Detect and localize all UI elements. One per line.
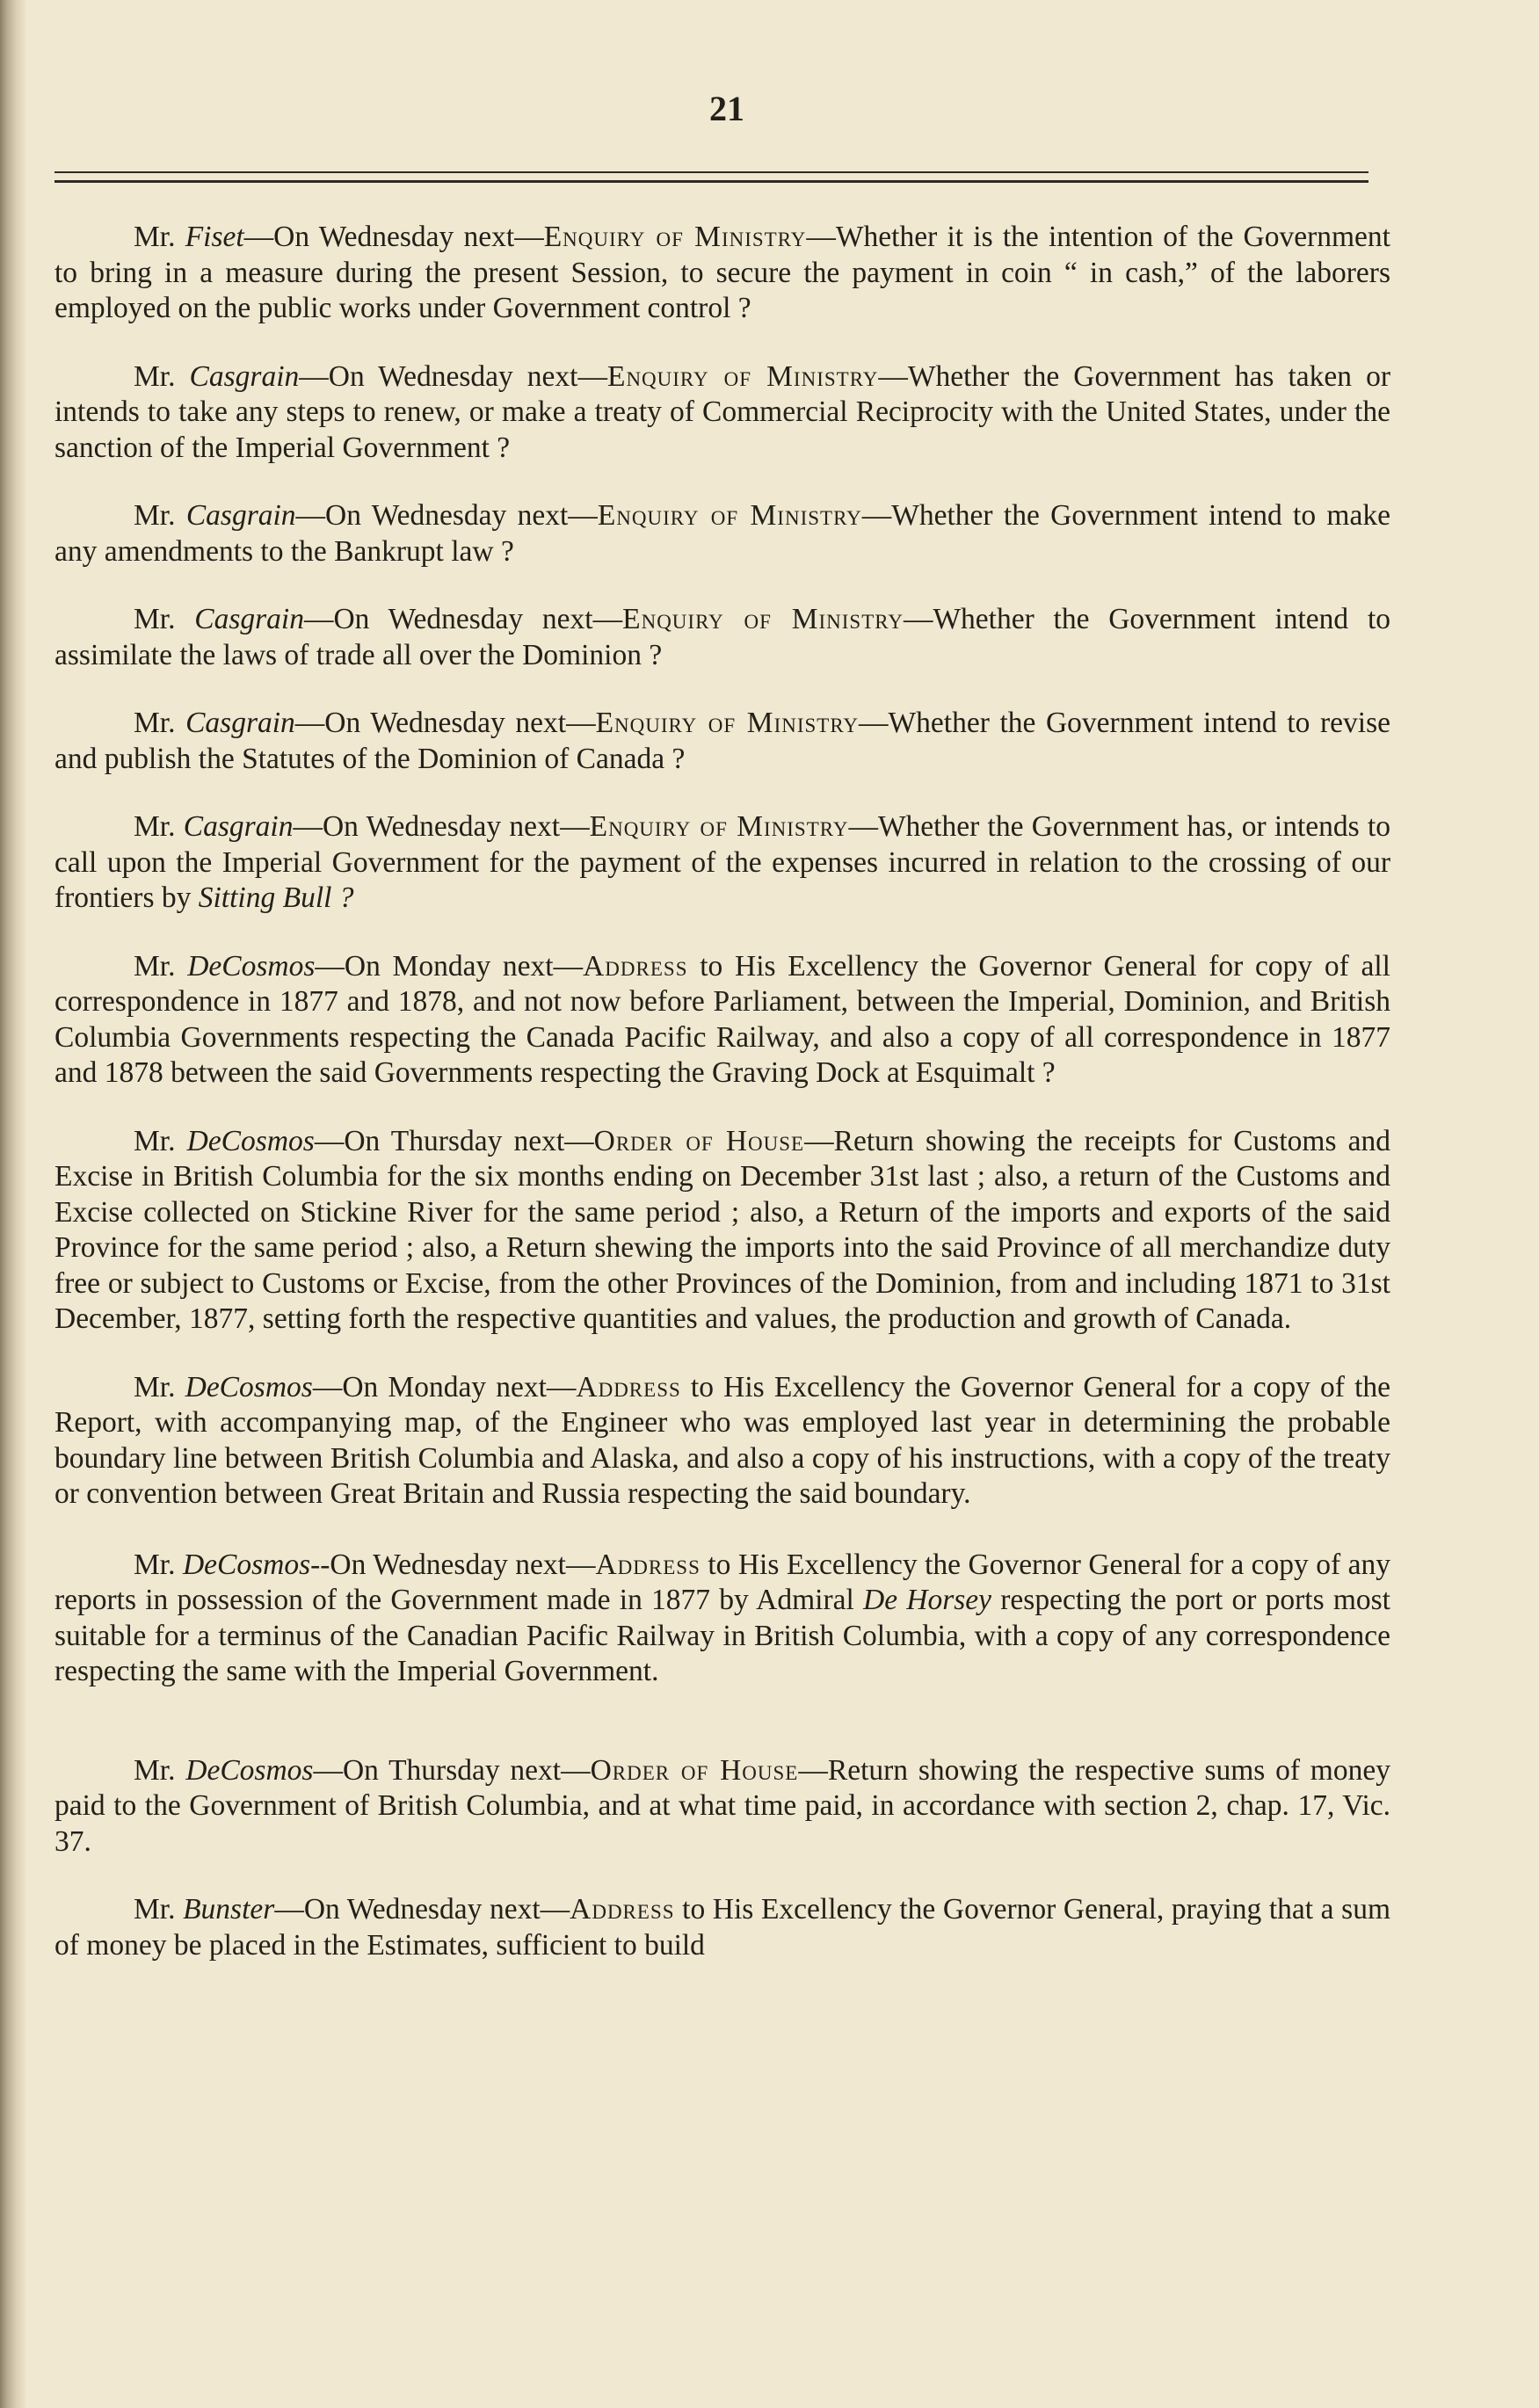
entry-action: Address <box>595 1548 701 1581</box>
notice-entry: Mr. DeCosmos—On Monday next—Address to His Excellency the Governor General for a copy of the Report, with accompanying map, of the Engineer who was employed last year in determining the probable boundary line between British Columbia and Alaska, and also a copy of his instructions, with a copy of the treaty or convention between Great Britain and Russia respecting the said boundary. <box>54 1370 1390 1510</box>
entry-timing: —On Monday next— <box>315 949 584 983</box>
notice-entry: Mr. Casgrain—On Wednesday next—Enquiry of Ministry—Whether the Government intend to assimilate the laws of trade all over the Dominion ? <box>54 603 1390 671</box>
page-number: 21 <box>709 89 744 128</box>
member-name: DeCosmos <box>185 1370 313 1403</box>
member-name: Casgrain <box>194 603 304 635</box>
notice-entry: Mr. DeCosmos—On Thursday next—Order of House—Return showing the respective sums of money paid to the Government of British Columbia, and at what time paid, in accordance with section 2, chap. 17, Vic. 37. <box>54 1753 1390 1858</box>
entry-text: respecting the port or ports most suitable for a terminus of the Canadian Pacific Railway in British Columbia, with a copy of any correspondence respecting the same with the Imperial Government. <box>54 1584 1390 1687</box>
notice-entry: Mr. DeCosmos—On Thursday next—Order of House—Return showing the receipts for Customs and Excise in British Columbia for the six months ending on December 31st last ; also, a return of the Customs and Excise collected on Stickine River for the same period ; also, a Return of the imports and exports of the said Province for the same period ; also, a Return shewing the imports into the said Province of all merchandize duty free or subject to Customs or Excise, from the other Provinces of the Dominion, from and including 1871 to 31st December, 1877, setting forth the respective quantities and values, the production and growth of Canada. <box>54 1124 1390 1335</box>
notice-entry: Mr. Casgrain—On Wednesday next—Enquiry of Ministry—Whether the Government has, or intends to call upon the Imperial Government for the payment of the expenses incurred in relation to the crossing of our frontiers by Sitting Bull ? <box>54 810 1391 914</box>
entry-text: —Return showing the receipts for Customs and Excise in British Columbia for the six months ending on December 31st last ; also, a return of the Customs and Excise collected on Stickine River for the same period ; also, a Return of the imports and exports of the said Province for the same period ; also, a Return shewing the imports into the said Province of all merchandize duty free or subject to Customs or Excise, from the other Provinces of the Dominion, from and including 1871 to 31st December, 1877, setting forth the respective quantities and values, the production and growth of Canada. <box>54 1124 1390 1335</box>
entry-action: Enquiry of Ministry <box>543 221 807 253</box>
member-name: Fiset <box>185 221 244 253</box>
entry-action: Enquiry of Ministry <box>622 603 904 635</box>
notice-entry: Mr. Casgrain—On Wednesday next—Enquiry of Ministry—Whether the Government intend to make any amendments to the Bankrupt law ? <box>54 499 1390 568</box>
entry-text: to His Excellency the Governor General for a copy of the Report, with accompanying map, of the Engineer who was employed last year in determining the probable boundary line between British Columbia and Alaska, and also a copy of his instructions, with a copy of the treaty or convention between Great Britain and Russia respecting the said boundary. <box>54 1370 1390 1510</box>
entry-timing: —On Wednesday next— <box>299 359 607 393</box>
entry-timing: —On Thursday next— <box>313 1753 591 1787</box>
member-name: DeCosmos <box>187 949 316 983</box>
member-name: Casgrain <box>185 499 296 532</box>
entry-action: Enquiry of Ministry <box>595 707 860 739</box>
entry-action: Address <box>576 1370 681 1403</box>
notice-entry: Mr. DeCosmos--On Wednesday next—Address to His Excellency the Governor General for a copy of any reports in possession of the Government made in 1877 by Admiral De Horsey respecting the port or ports most suitable for a terminus of the Canadian Pacific Railway in British Columbia, with a copy of any correspondence respecting the same with the Imperial Government. <box>54 1548 1390 1687</box>
entry-action: Address <box>570 1893 675 1926</box>
entry-timing: —On Wednesday next— <box>274 1893 570 1926</box>
member-name: Bunster <box>183 1893 275 1926</box>
entry-timing: —On Wednesday next— <box>243 221 544 253</box>
entry-timing: —On Monday next— <box>312 1370 577 1403</box>
entry-action: Address <box>583 949 688 983</box>
entry-text: to His Excellency the Governor General, praying that a sum of money be placed in the Estimates, sufficient to build <box>54 1893 1391 1962</box>
notice-entry: Mr. Bunster—On Wednesday next—Address to His Excellency the Governor General, praying that a sum of money be placed in the Estimates, sufficient to build <box>54 1893 1391 1962</box>
member-name: Casgrain <box>185 707 295 739</box>
notice-entries <box>54 220 1390 1963</box>
page-binding-shadow <box>0 0 26 2408</box>
member-name: DeCosmos <box>186 1124 315 1157</box>
notice-entry: Mr. Casgrain—On Wednesday next—Enquiry of Ministry—Whether the Government has taken or intends to take any steps to renew, or make a treaty of Commercial Reciprocity with the United States, under the sanction of the Imperial Government ? <box>54 359 1390 464</box>
entry-action: Order of House <box>590 1753 799 1787</box>
notice-entry: Mr. Fiset—On Wednesday next—Enquiry of Ministry—Whether it is the intention of the Government to bring in a measure during the present Session, to secure the payment in coin “ in cash,” of the laborers employed on the public works under Government control ? <box>54 221 1390 324</box>
entry-timing: —On Wednesday next— <box>295 499 598 532</box>
entry-text: —Whether the Government has, or intends to call upon the Imperial Government for the payment of the expenses incurred in relation to the crossing of our frontiers by <box>54 810 1391 914</box>
entry-italic-name: Sitting Bull ? <box>198 881 354 914</box>
notice-entry: Mr. Casgrain—On Wednesday next—Enquiry of Ministry—Whether the Government intend to revise and publish the Statutes of the Dominion of Canada ? <box>54 707 1390 775</box>
member-name: DeCosmos <box>185 1753 314 1787</box>
entry-text: —Whether it is the intention of the Government to bring in a measure during the present Session, to secure the payment in coin “ in cash,” of the laborers employed on the public works under Government control ? <box>54 221 1390 324</box>
member-name: DeCosmos <box>182 1548 311 1581</box>
notice-entry: Mr. DeCosmos—On Monday next—Address to His Excellency the Governor General for copy of all correspondence in 1877 and 1878, and not now before Parliament, between the Imperial, Dominion, and British Columbia Governments respecting the Canada Pacific Railway, and also a copy of all correspondence in 1877 and 1878 between the said Governments respecting the Graving Dock at Esquimalt ? <box>54 949 1390 1089</box>
entry-timing: —On Thursday next— <box>314 1124 594 1157</box>
entry-action: Enquiry of Ministry <box>589 810 849 843</box>
entry-action: Enquiry of Ministry <box>606 359 879 393</box>
entry-text: —Return showing the respective sums of money paid to the Government of British Columbia, and at what time paid, in accordance with section 2, chap. 17, Vic. 37. <box>54 1753 1390 1858</box>
entry-action: Enquiry of Ministry <box>597 499 862 532</box>
header-rule-thick <box>54 180 1368 183</box>
entry-text-before: to His Excellency the Governor General for a copy of any reports in possession of the Government made in 1877 by Admiral <box>54 1548 1390 1616</box>
entry-text: —Whether the Government intend to make any amendments to the Bankrupt law ? <box>54 499 1390 568</box>
entry-timing: —On Wednesday next— <box>303 603 623 635</box>
member-name: Casgrain <box>189 359 300 393</box>
entry-text: —Whether the Government has taken or intends to take any steps to renew, or make a treaty of Commercial Reciprocity with the United States, under the sanction of the Imperial Government ? <box>54 359 1390 464</box>
document-page <box>54 0 1399 2408</box>
entry-text: —Whether the Government intend to revise and publish the Statutes of the Dominion of Canada ? <box>54 707 1390 775</box>
entry-timing: —On Wednesday next— <box>294 707 596 739</box>
entry-timing: --On Wednesday next— <box>310 1548 596 1581</box>
header-rule-thin <box>54 171 1368 173</box>
entry-text: —Whether the Government intend to assimilate the laws of trade all over the Dominion ? <box>54 603 1390 671</box>
entry-text: to His Excellency the Governor General for copy of all correspondence in 1877 and 1878, and not now before Parliament, between the Imperial, Dominion, and British Columbia Governments respecting the Canada Pacific Railway, and also a copy of all correspondence in 1877 and 1878 between the said Governments respecting the Graving Dock at Esquimalt ? <box>54 949 1390 1089</box>
entry-italic-name: De Horsey <box>863 1584 992 1616</box>
entry-action: Order of House <box>593 1124 805 1157</box>
member-name: Casgrain <box>183 810 294 843</box>
entry-timing: —On Wednesday next— <box>293 810 590 843</box>
